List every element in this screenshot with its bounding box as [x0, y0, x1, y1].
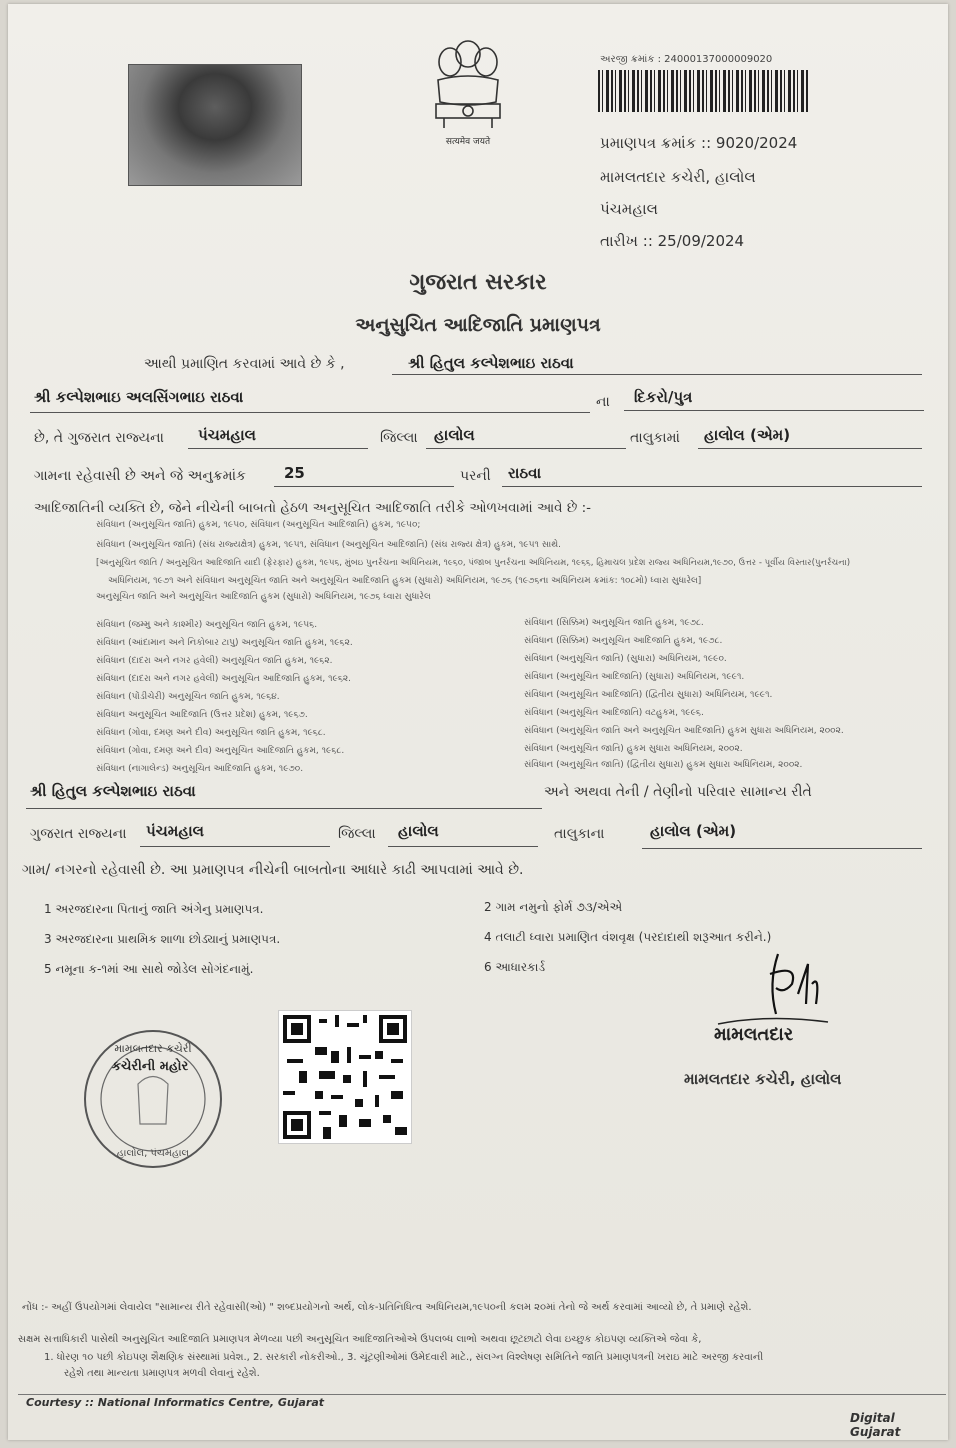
taluka-label-2: તાલુકાના [554, 826, 605, 842]
order-left: સંવિધાન (દાદરા અને નગર હવેલી) અનુસૂચિત આદિજાતિ હુકમ, ૧૯૬૨. [96, 674, 352, 684]
relation: દિકરો/પુત્ર [634, 388, 693, 406]
document-item: 2 ગામ નમુનો ફોર્મ ૭૩/એએ [484, 900, 623, 914]
footnote: સક્ષમ સત્તાધિકારી પાસેથી અનુસૂચિત આદિજાતિ પ્રમાણપત્ર મેળવ્યા પછી અનુસૂચિત આદિજાતિઓએ ઉપલબ્ધ લાભો અથવા છૂટછાટો લેવા ઇચ્છુક કોઇપણ વ્યક્તિએ જેવા કે, [18, 1334, 702, 1345]
father-name: શ્રી કલ્પેશભાઇ અલસિંગભાઇ રાઠવા [34, 388, 244, 406]
village-label: ગામના રહેવાસી છે અને જે અનુક્રમાંક [34, 468, 246, 484]
document-item: 5 નમૂના ક-૧માં આ સાથે જોડેલ સોગંદનામું. [44, 962, 254, 976]
district-label-2: જિલ્લા [338, 826, 376, 842]
office-seal-icon [78, 1024, 228, 1174]
order-left: સંવિધાન (દાદરા અને નગર હવેલી) અનુસૂચિત જાતિ હુકમ, ૧૯૬૨. [96, 656, 333, 666]
order-right: સંવિધાન (અનુસૂચિત જાતિ) (દ્વિતીય સુધારા) હુકમ સુધારા અધિનિયમ, ૨૦૦૨. [524, 760, 803, 770]
of-list-label: પરની [460, 468, 491, 484]
district-value: પંચમહાલ [198, 426, 257, 444]
document-item: 3 અરજદારના પ્રાથમિક શાળા છોડ્યાનું પ્રમાણપત્ર. [44, 932, 281, 946]
taluka-value-2: હાલોલ (એમ) [650, 822, 737, 840]
applicant-name: શ્રી હિતુલ કલ્પેશભાઇ રાઠવા [408, 354, 574, 372]
issuing-office: મામલતદાર કચેરી, હાલોલ [600, 168, 756, 186]
footnote: 1. ધોરણ ૧૦ પછી કોઇપણ શૈક્ષણિક સંસ્થામાં પ્રવેશ., 2. સરકારી નોકરીઓ., 3. ચૂંટણીઓમાં ઉમેદવારી માટે., સંલગ્ન વિશ્લેષણ સમિતિને જાતિ પ્રમાણપત્રની ખરાઇ માટે અરજી કરવાની [44, 1352, 764, 1363]
document-item: 4 તલાટી ધ્વારા પ્રમાણિત વંશવૃક્ષ (પરદાદાથી શરૂઆત કરીને.) [484, 930, 772, 944]
svg-text:કચેરીની મહોર: કચેરીની મહોર [111, 1059, 189, 1074]
order-right: સંવિધાન (અનુસૂચિત આદિજાતિ) (સુધારા) અધિનિયમ, ૧૯૯૧. [524, 672, 745, 682]
svg-text:सत्यमेव जयते: सत्यमेव जयते [445, 137, 491, 147]
digital-gujarat-label: Digital Gujarat [850, 1411, 901, 1439]
order-right: સંવિધાન (સિક્કિમ) અનુસૂચિત જાતિ હુકમ, ૧૯૭૮. [524, 618, 704, 628]
barcode [598, 70, 810, 112]
applicant-photo [128, 64, 302, 186]
certificate-paper [8, 4, 948, 1440]
district-value-2: પંચમહાલ [146, 822, 205, 840]
small-line: [અનુસૂચિત જાતિ / અનુસૂચિત આદિજાતિ યાદી (ફેરફાર) હુકમ, ૧૯૫૬, મુંબઇ પુનર્રચના અધિનિયમ, ૧૯૬૦, પંજાબ પુનર્રચના અધિનિયમ, ૧૯૬૬, હિમાચલ પ્રદેશ રાજ્ય અધિનિયમ,૧૯૭૦, ઉત્તર - પૂર્વીય વિસ્તાર(પુનર્રચના) [96, 558, 851, 568]
government-title: ગુજરાત સરકાર [409, 270, 547, 295]
order-right: સંવિધાન (અનુસૂચિત જાતિ) હુકમ સુધારા અધિનિયમ, ૨૦૦૨. [524, 744, 743, 754]
svg-text:મામલતદાર કચેરી: મામલતદાર કચેરી [114, 1042, 192, 1055]
small-line: અધિનિયમ, ૧૯૭૧ અને સંવિધાન અનુસૂચિત જાતિ અને અનુસૂચિત આદિજાતિ હુકમ (સુધારો) અધિનિયમ, ૧૯૭૬ (૧૯૭૬ના અધિનિયમ ક્રમાંક: ૧૦૮મો) ધ્વારા સુધારેલ] [108, 576, 702, 586]
small-line: અનુસૂચિત જાતિ અને અનુસૂચિત આદિજાતિ હુકમ (સુધારો) અધિનિયમ, ૧૯૭૬ ધ્વારા સુધારેલ [96, 592, 431, 602]
svg-text:હાલોલ, પંચમહાલ: હાલોલ, પંચમહાલ [116, 1148, 190, 1159]
taluka-label: તાલુકામાં [630, 430, 680, 446]
order-left: સંવિધાન (આંદામાન અને નિકોબાર ટાપુ) અનુસૂચિત જાતિ હુકમ, ૧૯૬૨. [96, 638, 353, 648]
application-number: અરજી ક્રમાંક : 24000137000009020 [600, 54, 773, 65]
tribe-statement: આદિજાતિની વ્યક્તિ છે, જેને નીચેની બાબતો હેઠળ અનુસૂચિત આદિજાતિ તરીકે ઓળખવામાં આવે છે :- [34, 500, 592, 516]
qr-code [278, 1010, 412, 1144]
district-2-value: હાલોલ [398, 822, 439, 840]
courtesy-text: Courtesy :: National Informatics Centre, Gujarat [26, 1396, 325, 1409]
order-left: સંવિધાન (ગોવા, દમણ અને દીવ) અનુસૂચિત જાતિ હુકમ, ૧૯૬૮. [96, 728, 326, 738]
order-right: સંવિધાન (અનુસૂચિત જાતિ) (સુધારા) અધિનિયમ, ૧૯૯૦. [524, 654, 727, 664]
footnote: નોંધ :- અહીં ઉપયોગમાં લેવાયેલ "સામાન્ય રીતે રહેવાસી(ઓ) " શબ્દપ્રયોગનો અર્થ, લોક-પ્રતિનિધિત્વ અધિનિયમ,૧૯૫૦ની કલમ ૨૦માં તેનો જે અર્થ કરવામાં આવ્યો છે, તે પ્રમાણે રહેશે. [22, 1302, 752, 1313]
state-label-2: ગુજરાત રાજ્યના [30, 826, 127, 842]
order-left: સંવિધાન અનુસૂચિત આદિજાતિ (ઉત્તર પ્રદેશ) હુકમ, ૧૯૬૭. [96, 710, 308, 720]
order-right: સંવિધાન (અનુસૂચિત આદિજાતિ) વટહુકમ, ૧૯૯૬. [524, 708, 704, 718]
order-left: સંવિધાન (જમ્મુ અને કાશ્મીર) અનુસૂચિત જાતિ હુકમ, ૧૯૫૬. [96, 620, 318, 630]
taluka-inline: હાલોલ [434, 426, 475, 444]
district-label: જિલ્લા [380, 430, 418, 446]
resident-statement: ગામ/ નગરનો રહેવાસી છે. આ પ્રમાણપત્ર નીચેની બાબતોના આધારે કાઢી આપવામાં આવે છે. [22, 862, 524, 878]
signatory-designation: મામલતદાર [714, 1024, 794, 1045]
serial-number: 25 [284, 464, 305, 482]
family-statement: અને અથવા તેની / તેણીનો પરિવાર સામાન્ય રીતે [544, 784, 812, 800]
issuing-district: પંચમહાલ [600, 200, 659, 218]
signatory-office: મામલતદાર કચેરી, હાલોલ [684, 1070, 842, 1088]
order-right: સંવિધાન (સિક્કિમ) અનુસૂચિત આદિજાતિ હુકમ, ૧૯૭૮. [524, 636, 723, 646]
order-left: સંવિધાન (પોંડીચેરી) અનુસૂચિત જાતિ હુકમ, ૧૯૬૪. [96, 692, 280, 702]
document-item: 1 અરજદારના પિતાનું જાતિ અંગેનુ પ્રમાણપત્ર. [44, 902, 264, 916]
order-right: સંવિધાન (અનુસૂચિત જાતિ અને અનુસૂચિત આદિજાતિ) હુકમ સુધારા અધિનિયમ, ૨૦૦૨. [524, 726, 844, 736]
tribe-name: રાઠવા [508, 464, 542, 482]
national-emblem-icon [420, 32, 516, 150]
order-left: સંવિધાન (નાગાલેન્ડ) અનુસૂચિત આદિજાતિ હુકમ, ૧૯૭૦. [96, 764, 304, 774]
footnote: રહેશે તથા માન્યતા પ્રમાણપત્ર મળવી લેવાનું રહેશે. [64, 1368, 260, 1379]
small-line: સંવિધાન (અનુસૂચિત જાતિ) (સંઘ રાજ્યક્ષેત્ર) હુકમ, ૧૯૫૧, સંવિધાન (અનુસૂચિત આદિજાતિ) (સંઘ રાજ્ય ક્ષેત્ર) હુકમ, ૧૯૫૧ સાથે. [96, 540, 562, 550]
certificate-number: પ્રમાણપત્ર ક્રમાંક :: 9020/2024 [600, 134, 798, 152]
small-line: સંવિધાન (અનુસૂચિત જાતિ) હુકમ, ૧૯૫૦, સંવિધાન (અનુસૂચિત આદિજાતિ) હુકમ, ૧૯૫૦; [96, 520, 421, 530]
issue-date: તારીખ :: 25/09/2024 [600, 232, 745, 250]
state-label: છે, તે ગુજરાત રાજ્યના [34, 430, 164, 446]
signature-icon [708, 944, 858, 1034]
certify-label: આથી પ્રમાણિત કરવામાં આવે છે કે , [144, 356, 345, 372]
applicant-name-2: શ્રી હિતુલ કલ્પેશભાઇ રાઠવા [30, 782, 196, 800]
order-left: સંવિધાન (ગોવા, દમણ અને દીવ) અનુસૂચિત આદિજાતિ હુકમ, ૧૯૬૮. [96, 746, 345, 756]
certificate-title: અનુસુચિત આદિજાતિ પ્રમાણપત્ર [355, 314, 601, 336]
taluka-value: હાલોલ (એમ) [704, 426, 791, 444]
order-right: સંવિધાન (અનુસૂચિત આદિજાતિ) (દ્વિતીય સુધારા) અધિનિયમ, ૧૯૯૧. [524, 690, 773, 700]
document-item: 6 આધારકાર્ડ [484, 960, 546, 974]
of-label: ના [596, 394, 610, 410]
